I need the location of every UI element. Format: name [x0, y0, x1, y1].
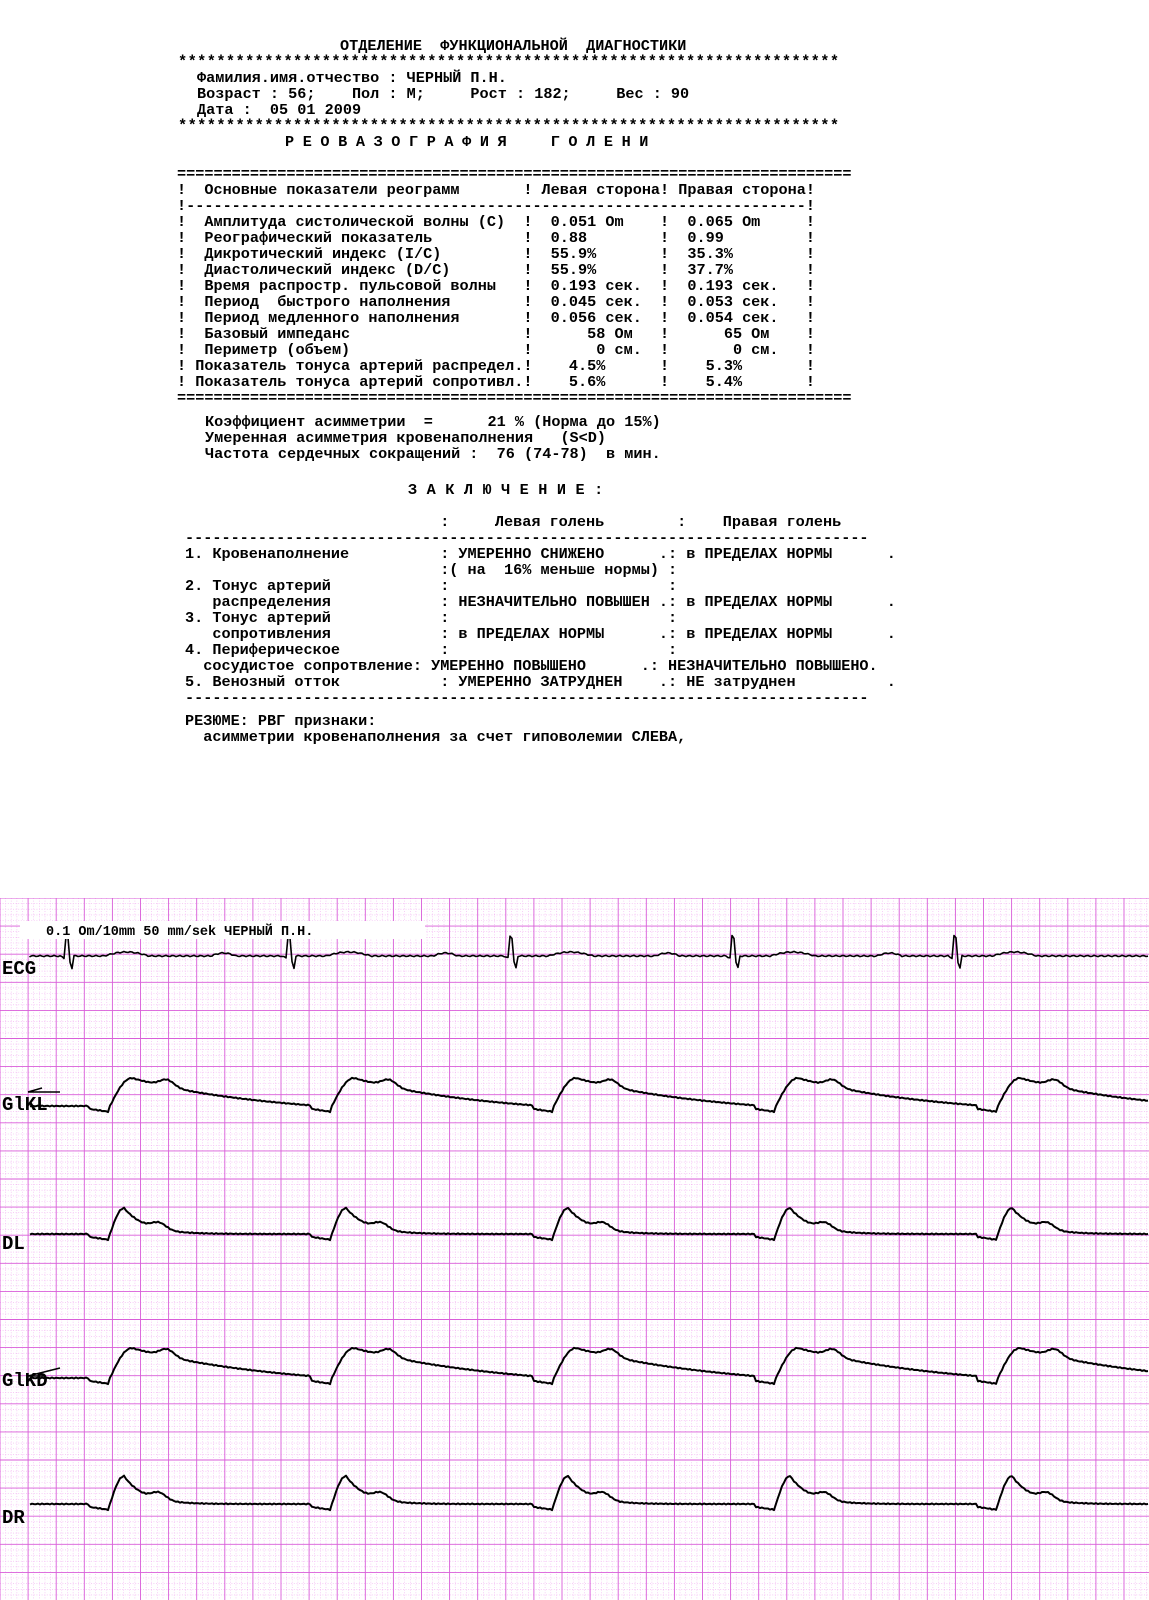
resume-text: РЕЗЮМЕ: РВГ признаки: асимметрии кровенаполнения за счет гиповолемии СЛЕВА, [185, 712, 687, 746]
conclusion-title: ЗАКЛЮЧЕНИЕ: [408, 481, 613, 499]
separator-bottom: ********************************************************************* [178, 117, 840, 135]
conclusion-table: : Левая голень : Правая голень --------------------------------------------------------------------------- 1. Кровенаполнение : УМЕРЕННО СНИЖЕНО .: в ПРЕДЕЛАХ НОРМЫ . :( на 16% меньше нормы) : 2. Тонус артерий : : распределения : НЕЗНАЧИТЕЛЬНО ПОВЫШЕН .: в ПРЕДЕЛАХ НОРМЫ . 3. Тонус артерий : : сопротивления : в ПРЕДЕЛАХ НОРМЫ .: в ПРЕДЕЛАХ НОРМЫ . 4. Периферическое : : сосудистое сопротвление: УМЕРЕННО ПОВЫШЕНО .: НЕЗНАЧИТЕЛЬНО ПОВЫШЕНО. 5. Венозный отток : УМЕРЕННО ЗАТРУДНЕН .: НЕ затруднен . --------------------------------------------------------------------------- [185, 513, 896, 707]
indices-table: ========================================================================== ! Основные показатели реограмм ! Левая сторона! Правая сторона! !--------------------------------------------------------------------! ! Амплитуда систолической волны (С) ! 0.051 Om ! 0.065 Om ! ! Реографический показатель ! 0.88 ! 0.99 ! ! Дикротический индекс (I/C) ! 55.9% ! 35.3% ! ! Диастолический индекс (D/C) ! 55.9% ! 37.7% ! ! Время распростр. пульсовой волны ! 0.193 сек. ! 0.193 сек. ! ! Период быстрого наполнения ! 0.045 сек. ! 0.053 сек. ! ! Период медленного наполнения ! 0.056 сек. ! 0.054 сек. ! ! Базовый импеданс ! 58 Ом ! 65 Ом ! ! Периметр (объем) ! 0 см. ! 0 см. ! ! Показатель тонуса артерий распредел.! 4.5% ! 5.3% ! ! Показатель тонуса артерий сопротивл.! 5.6% ! 5.4% ! ========================================================================== [177, 165, 852, 407]
grid-minor [0, 898, 1149, 1600]
department-title: ОТДЕЛЕНИЕ ФУНКЦИОНАЛЬНОЙ ДИАГНОСТИКИ [340, 37, 687, 55]
grid-major [0, 898, 1149, 1600]
chart-caption: 0.1 Om/10mm 50 mm/sek ЧЕРНЫЙ П.Н. [46, 925, 314, 940]
lead-label-dr: DR [2, 1507, 25, 1529]
study-title: РЕОВАЗОГРАФИЯ ГОЛЕНИ [285, 133, 657, 151]
separator-top: ********************************************************************* [178, 53, 840, 71]
patient-params-line: Возраст : 56; Пол : М; Рост : 182; Вес : 90 [197, 85, 690, 103]
chart-grid [0, 898, 1149, 1600]
asymmetry-summary: Коэффициент асимметрии = 21 % (Норма до 15%) Умеренная асимметрия кровенаполнения (S<D) Частота сердечных сокращений : 76 (74-78) в мин. [205, 413, 661, 463]
rheogram-chart [0, 898, 1149, 1600]
lead-label-dl: DL [2, 1233, 25, 1255]
patient-date-line: Дата : 05 01 2009 [197, 101, 362, 119]
lead-label-glkl: GlKL [2, 1094, 48, 1116]
trace-ecg [30, 936, 1148, 969]
lead-label-ecg: ECG [2, 958, 37, 980]
patient-name-line: Фамилия.имя.отчество : ЧЕРНЫЙ П.Н. [197, 69, 507, 87]
arrow-glkl [28, 1088, 60, 1092]
lead-label-glkd: GlKD [2, 1370, 48, 1392]
